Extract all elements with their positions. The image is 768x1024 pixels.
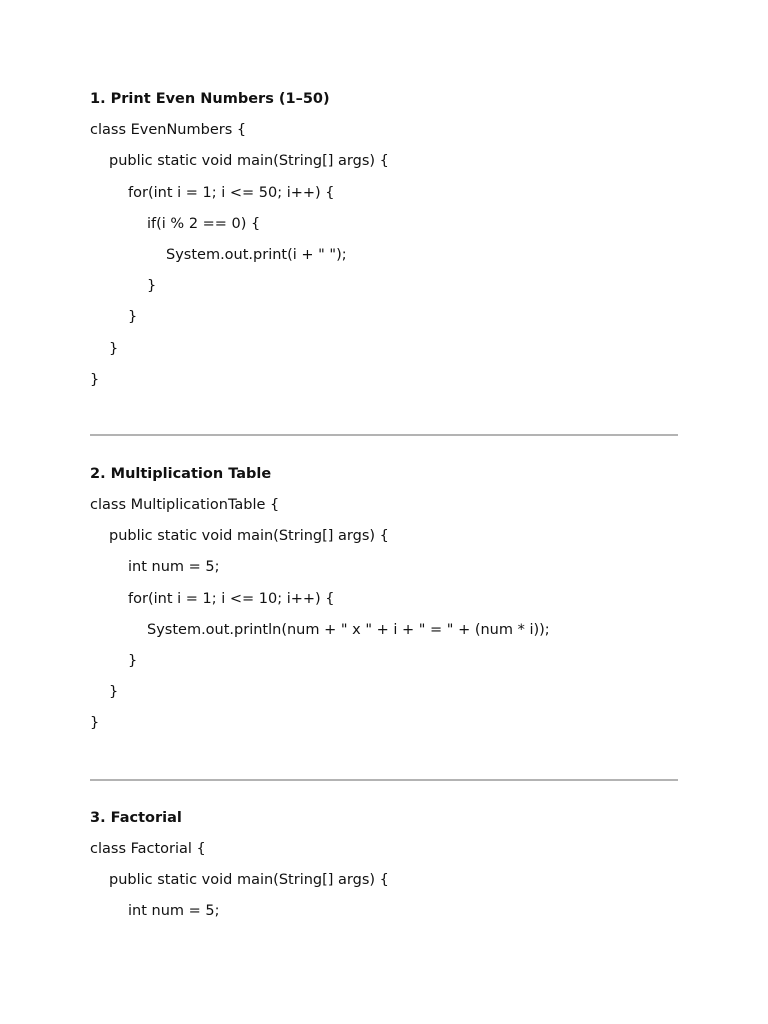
code-line: System.out.print(i + " ");: [166, 246, 347, 263]
code-line: for(int i = 1; i <= 50; i++) {: [128, 184, 335, 201]
section-multiplication-table: [90, 459, 678, 740]
code-block: [90, 115, 678, 396]
code-line: public static void main(String[] args) {: [109, 871, 389, 888]
code-block: [90, 834, 678, 928]
code-line: }: [128, 309, 138, 326]
code-line: System.out.println(num + " x " + i + " = " + (num * i));: [147, 621, 550, 638]
code-line: }: [147, 278, 157, 295]
code-line: public static void main(String[] args) {: [109, 528, 389, 545]
code-line: if(i % 2 == 0) {: [147, 215, 261, 232]
code-line: }: [90, 715, 100, 732]
code-line: }: [109, 340, 119, 357]
section-divider: [90, 434, 678, 436]
code-line: }: [128, 653, 138, 669]
section-factorial: [90, 803, 678, 928]
code-line: for(int i = 1; i <= 10; i++) {: [128, 590, 335, 607]
code-block: [90, 490, 678, 740]
section-title: 3. Factorial: [90, 809, 182, 826]
section-title: 2. Multiplication Table: [90, 465, 272, 482]
code-line: int num = 5;: [128, 903, 220, 920]
section-even-numbers: [90, 84, 678, 396]
code-line: int num = 5;: [128, 559, 220, 576]
code-line: }: [90, 371, 100, 388]
code-line: }: [109, 684, 119, 701]
document-page: [90, 84, 678, 927]
code-line: class EvenNumbers {: [90, 122, 247, 139]
code-line: public static void main(String[] args) {: [109, 153, 389, 170]
section-divider: [90, 779, 678, 781]
section-title: 1. Print Even Numbers (1–50): [90, 91, 330, 107]
code-line: class MultiplicationTable {: [90, 497, 280, 514]
code-line: class Factorial {: [90, 840, 206, 857]
